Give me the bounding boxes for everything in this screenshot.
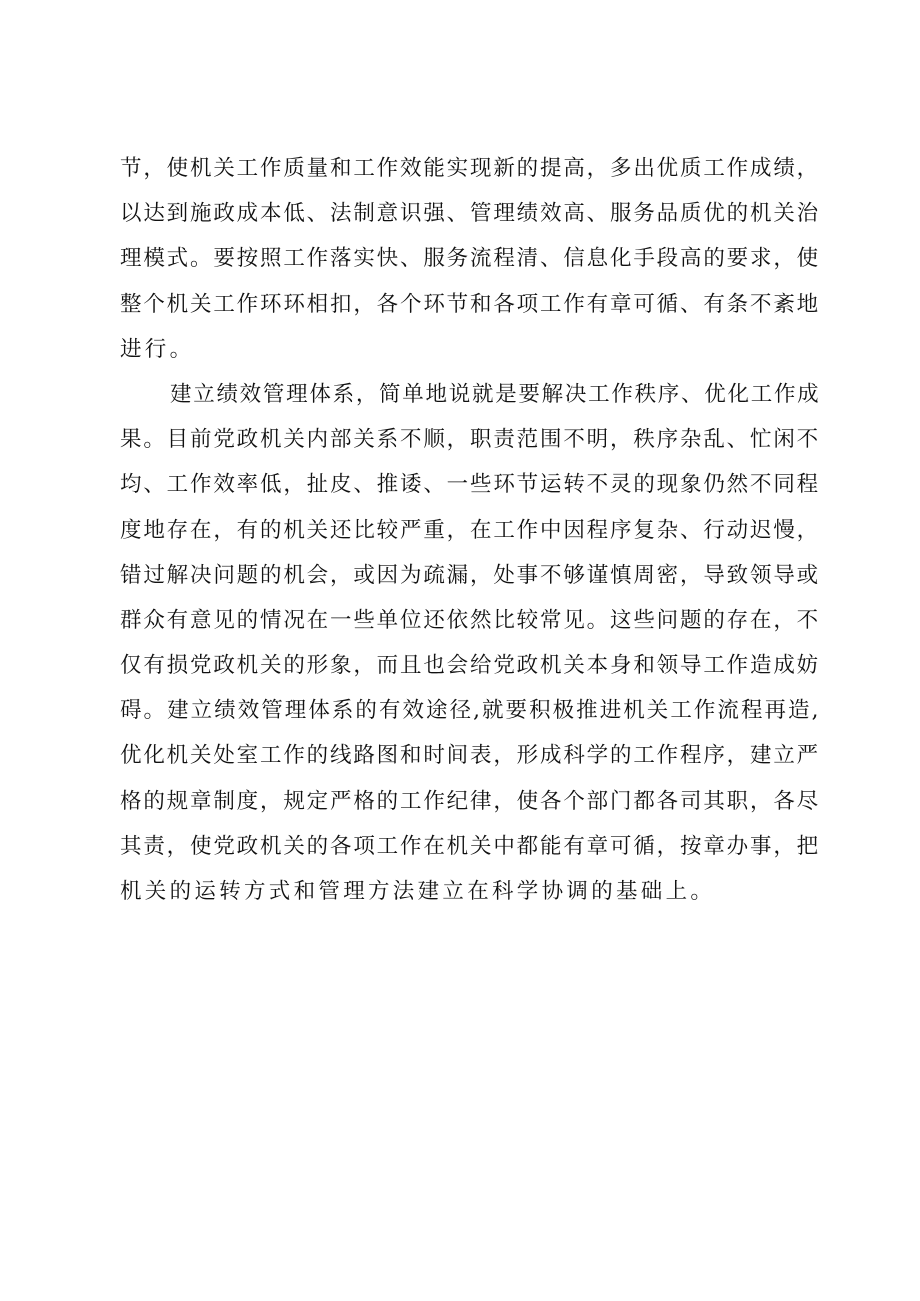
text-line: 进行。 bbox=[120, 336, 195, 362]
text-line: 度地存在，有的机关还比较严重，在工作中因程序复杂、行动迟慢， bbox=[120, 517, 821, 543]
paragraph-2 bbox=[120, 372, 820, 914]
text-line: 理模式。要按照工作落实快、服务流程清、信息化手段高的要求，使 bbox=[120, 246, 821, 272]
text-line: 仅有损党政机关的形象，而且也会给党政机关本身和领导工作造成妨 bbox=[120, 653, 821, 679]
text-line: 整个机关工作环环相扣，各个环节和各项工作有章可循、有条不紊地 bbox=[120, 291, 821, 317]
text-line: 其责，使党政机关的各项工作在机关中都能有章可循，按章办事，把 bbox=[120, 833, 821, 859]
text-line: 均、工作效率低，扯皮、推诿、一些环节运转不灵的现象仍然不同程 bbox=[120, 472, 821, 498]
text-line: 错过解决问题的机会，或因为疏漏，处事不够谨慎周密，导致领导或 bbox=[120, 562, 821, 588]
text-line: 碍。建立绩效管理体系的有效途径,就要积极推进机关工作流程再造, bbox=[120, 698, 821, 724]
text-line: 建立绩效管理体系，简单地说就是要解决工作秩序、优化工作成 bbox=[170, 381, 821, 407]
text-line: 优化机关处室工作的线路图和时间表，形成科学的工作程序，建立严 bbox=[120, 743, 821, 769]
text-line: 机关的运转方式和管理方法建立在科学协调的基础上。 bbox=[120, 879, 716, 904]
text-line: 格的规章制度，规定严格的工作纪律，使各个部门都各司其职，各尽 bbox=[120, 788, 821, 814]
paragraph-1 bbox=[120, 146, 820, 372]
text-line: 以达到施政成本低、法制意识强、管理绩效高、服务品质优的机关治 bbox=[120, 201, 821, 227]
text-line: 节，使机关工作质量和工作效能实现新的提高，多出优质工作成绩， bbox=[120, 156, 821, 181]
text-line: 果。目前党政机关内部关系不顺，职责范围不明，秩序杂乱、忙闲不 bbox=[120, 427, 821, 453]
document-body bbox=[120, 146, 820, 914]
text-line: 群众有意见的情况在一些单位还依然比较常见。这些问题的存在，不 bbox=[120, 607, 821, 633]
